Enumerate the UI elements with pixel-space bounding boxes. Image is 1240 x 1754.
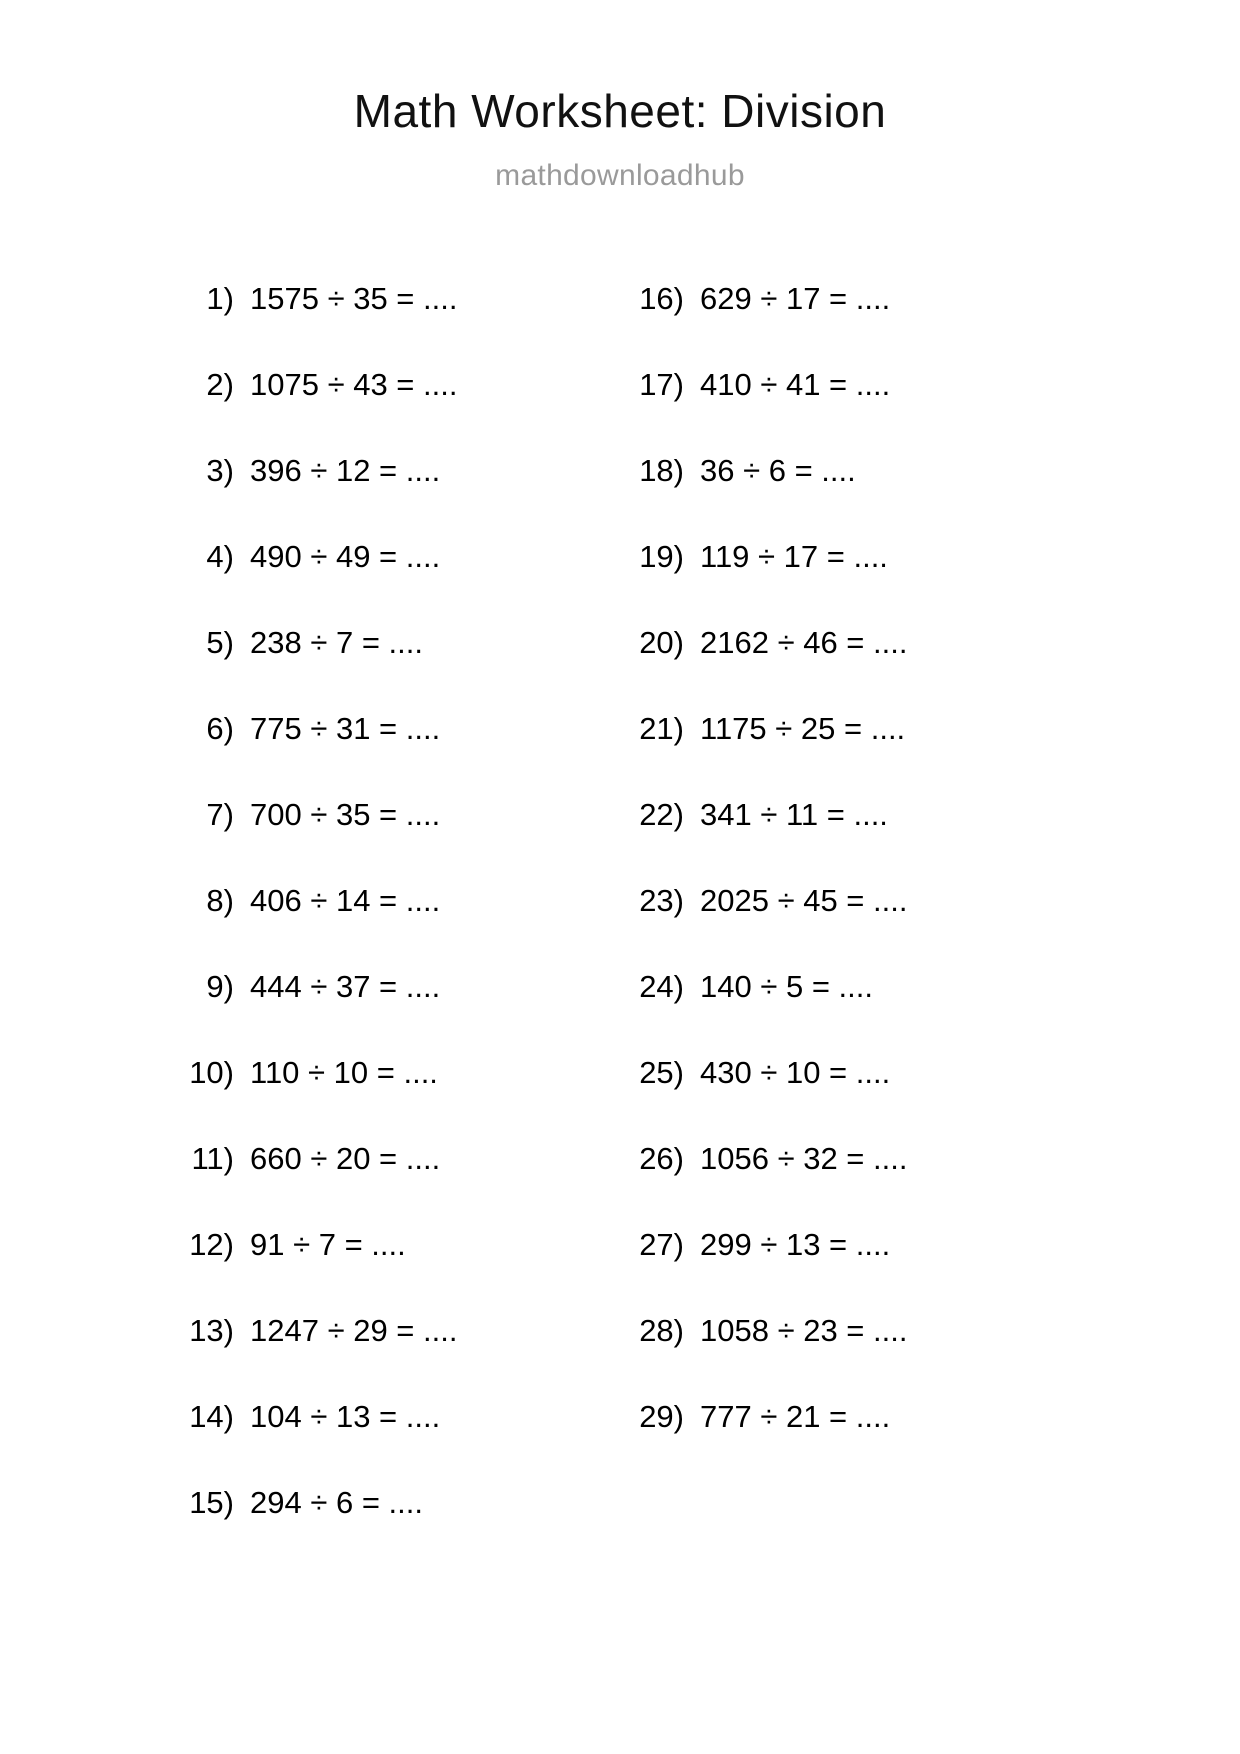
- problem-number: 22): [639, 796, 684, 832]
- problem-number: 24): [639, 968, 684, 1004]
- problem-number: 13): [189, 1312, 234, 1348]
- problem-column-right: [622, 280, 1062, 1573]
- worksheet-header: [0, 0, 1240, 193]
- problem-expression: 490 ÷ 49 = ....: [250, 538, 441, 574]
- problem-number: 9): [206, 968, 234, 1004]
- problem-item: [622, 1226, 1062, 1315]
- problem-number: 17): [639, 366, 684, 402]
- problem-number: 18): [639, 452, 684, 488]
- problem-number: 28): [639, 1312, 684, 1348]
- problem-expression: 660 ÷ 20 = ....: [250, 1140, 441, 1176]
- problem-expression: 294 ÷ 6 = ....: [250, 1484, 423, 1520]
- problem-number: 19): [639, 538, 684, 574]
- problem-item: [172, 538, 622, 627]
- problem-expression: 410 ÷ 41 = ....: [700, 366, 891, 402]
- problem-item: [622, 882, 1062, 971]
- problem-number: 14): [189, 1398, 234, 1434]
- problem-expression: 299 ÷ 13 = ....: [700, 1226, 891, 1262]
- problem-item: [172, 366, 622, 455]
- problem-expression: 91 ÷ 7 = ....: [250, 1226, 406, 1262]
- problem-expression: 104 ÷ 13 = ....: [250, 1398, 441, 1434]
- problem-expression: 444 ÷ 37 = ....: [250, 968, 441, 1004]
- problem-expression: 700 ÷ 35 = ....: [250, 796, 441, 832]
- problem-expression: 1056 ÷ 32 = ....: [700, 1140, 908, 1176]
- problem-item: [172, 882, 622, 971]
- page-title: Math Worksheet: Division: [353, 85, 887, 137]
- problem-number: 29): [639, 1398, 684, 1434]
- problem-column-left: [172, 280, 622, 1573]
- problem-number: 16): [639, 280, 684, 316]
- problem-item: [172, 1484, 622, 1573]
- problem-number: 21): [639, 710, 684, 746]
- problem-expression: 629 ÷ 17 = ....: [700, 280, 891, 316]
- problem-expression: 430 ÷ 10 = ....: [700, 1054, 891, 1090]
- problem-number: 6): [206, 710, 234, 746]
- problem-expression: 406 ÷ 14 = ....: [250, 882, 441, 918]
- problem-expression: 1058 ÷ 23 = ....: [700, 1312, 908, 1348]
- problem-expression: 775 ÷ 31 = ....: [250, 710, 441, 746]
- problem-item: [622, 796, 1062, 885]
- problem-expression: 119 ÷ 17 = ....: [700, 538, 888, 574]
- problem-expression: 1575 ÷ 35 = ....: [250, 280, 458, 316]
- problem-number: 10): [189, 1054, 234, 1090]
- problem-expression: 341 ÷ 11 = ....: [700, 796, 888, 832]
- problem-expression: 396 ÷ 12 = ....: [250, 452, 441, 488]
- problem-item: [172, 280, 622, 369]
- problem-item: [172, 796, 622, 885]
- problem-number: 8): [206, 882, 234, 918]
- problem-number: 4): [206, 538, 234, 574]
- problem-item: [172, 624, 622, 713]
- problem-number: 20): [639, 624, 684, 660]
- problem-expression: 1175 ÷ 25 = ....: [700, 710, 906, 746]
- problem-columns: [0, 280, 1240, 1573]
- problem-item: [622, 1054, 1062, 1143]
- problem-item: [622, 1312, 1062, 1401]
- problem-item: [172, 452, 622, 541]
- problem-item: [622, 366, 1062, 455]
- problem-number: 7): [206, 796, 234, 832]
- problem-number: 26): [639, 1140, 684, 1176]
- problem-item: [622, 280, 1062, 369]
- problem-number: 3): [206, 452, 234, 488]
- problem-number: 11): [191, 1140, 234, 1176]
- problem-item: [622, 1398, 1062, 1487]
- problem-number: 12): [189, 1226, 234, 1262]
- problem-item: [172, 1054, 622, 1143]
- problem-number: 25): [639, 1054, 684, 1090]
- problem-item: [622, 1140, 1062, 1229]
- problem-item: [622, 452, 1062, 541]
- problem-number: 23): [639, 882, 684, 918]
- problem-item: [622, 968, 1062, 1057]
- problem-number: 5): [206, 624, 234, 660]
- problem-item: [172, 1398, 622, 1487]
- site-attribution: mathdownloadhub: [495, 158, 745, 192]
- problem-number: 2): [206, 366, 234, 402]
- problem-expression: 2162 ÷ 46 = ....: [700, 624, 908, 660]
- problem-item: [622, 710, 1062, 799]
- problem-item: [172, 710, 622, 799]
- problem-expression: 140 ÷ 5 = ....: [700, 968, 873, 1004]
- problem-item: [172, 1140, 622, 1229]
- problem-expression: 1247 ÷ 29 = ....: [250, 1312, 458, 1348]
- problem-expression: 110 ÷ 10 = ....: [250, 1054, 438, 1090]
- problem-item: [172, 968, 622, 1057]
- problem-expression: 777 ÷ 21 = ....: [700, 1398, 891, 1434]
- problem-number: 1): [206, 280, 234, 316]
- problem-expression: 1075 ÷ 43 = ....: [250, 366, 458, 402]
- problem-number: 27): [639, 1226, 684, 1262]
- problem-expression: 36 ÷ 6 = ....: [700, 452, 856, 488]
- problem-number: 15): [189, 1484, 234, 1520]
- problem-item: [172, 1312, 622, 1401]
- problem-item: [622, 624, 1062, 713]
- problem-expression: 238 ÷ 7 = ....: [250, 624, 423, 660]
- problem-item: [172, 1226, 622, 1315]
- problem-item: [622, 538, 1062, 627]
- problem-expression: 2025 ÷ 45 = ....: [700, 882, 908, 918]
